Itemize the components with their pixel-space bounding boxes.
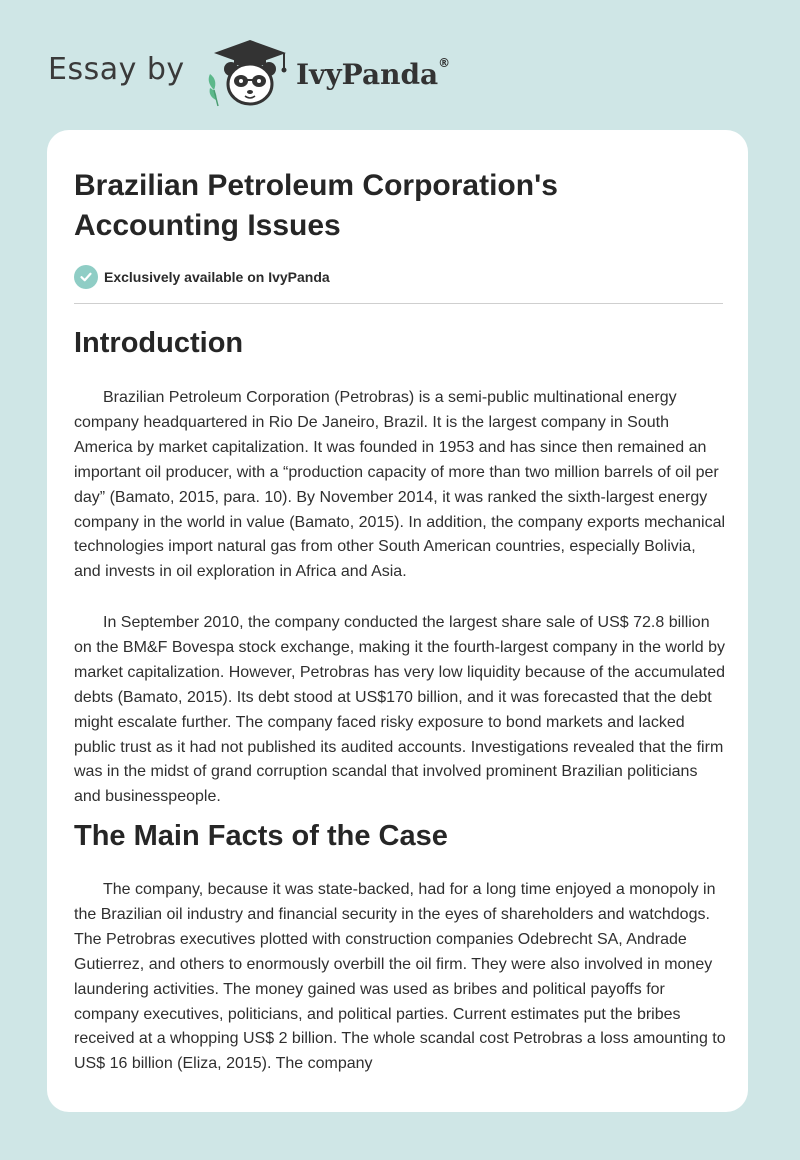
panda-graduate-icon[interactable] [204, 36, 296, 108]
section-heading-introduction: Introduction [74, 327, 244, 359]
paragraph: The company, because it was state-backed, had for a long time enjoyed a monopoly in the Brazilian oil industry and financial security in the eyes of shareholders and watchdogs. The Petrobras executives plotted with construction companies Odebrecht SA, Andrade Gutierrez, and others to enormously overbill the oil firm. They were also involved in money laundering activities. The money gained was used as bribes and political payoffs for company executives, politicians, and political parties. Current estimates put the bribes received at a whopping US$ 2 billion. The whole scandal cost Petrobras a loss amounting to US$ 16 billion (Eliza, 2015). The company [74, 881, 726, 1073]
paragraph: Brazilian Petroleum Corporation (Petrobras) is a semi-public multinational energy company headquartered in Rio De Janeiro, Brazil. It is the largest company in South America by market capitalization. It was founded in 1953 and has since then remained an important oil producer, with a “production capacity of more than two million barrels of oil per day” (Bamato, 2015, para. 10). By November 2014, it was ranked the sixth-largest energy company in the world in value (Bamato, 2015). In addition, the company exports mechanical technologies import natural gas from other South American countries, especially Bolivia, and invests in oil exploration in Africa and Asia. [74, 389, 726, 581]
essay-card [47, 130, 748, 1112]
brand-name[interactable] [296, 58, 450, 91]
brand-text: IvyPanda [296, 58, 439, 91]
site-header [48, 36, 508, 108]
registered-mark: ® [438, 56, 451, 70]
check-badge-icon [74, 265, 98, 289]
paragraph: In September 2010, the company conducted the largest share sale of US$ 72.8 billion on the BM&F Bovespa stock exchange, making it the fourth-largest company in the world by market capitalization. However, Petrobras has very low liquidity because of the accumulated debts (Bamato, 2015). Its debt stood at US$170 billion, and it was forecasted that the debt might escalate further. The company faced risky exposure to bond markets and lacked public trust as it had not published its audited accounts. Investigations revealed that the firm was in the midst of grand corruption scandal that involved prominent Brazilian politicians and businesspeople. [74, 614, 725, 806]
exclusive-badge [74, 264, 330, 290]
page-title: Brazilian Petroleum Corporation's Accounting Issues [74, 169, 558, 242]
section-heading-main-facts: The Main Facts of the Case [74, 820, 448, 852]
exclusive-label: Exclusively available on IvyPanda [104, 269, 330, 285]
essay-by-label: Essay by [48, 52, 185, 87]
divider [74, 303, 723, 304]
